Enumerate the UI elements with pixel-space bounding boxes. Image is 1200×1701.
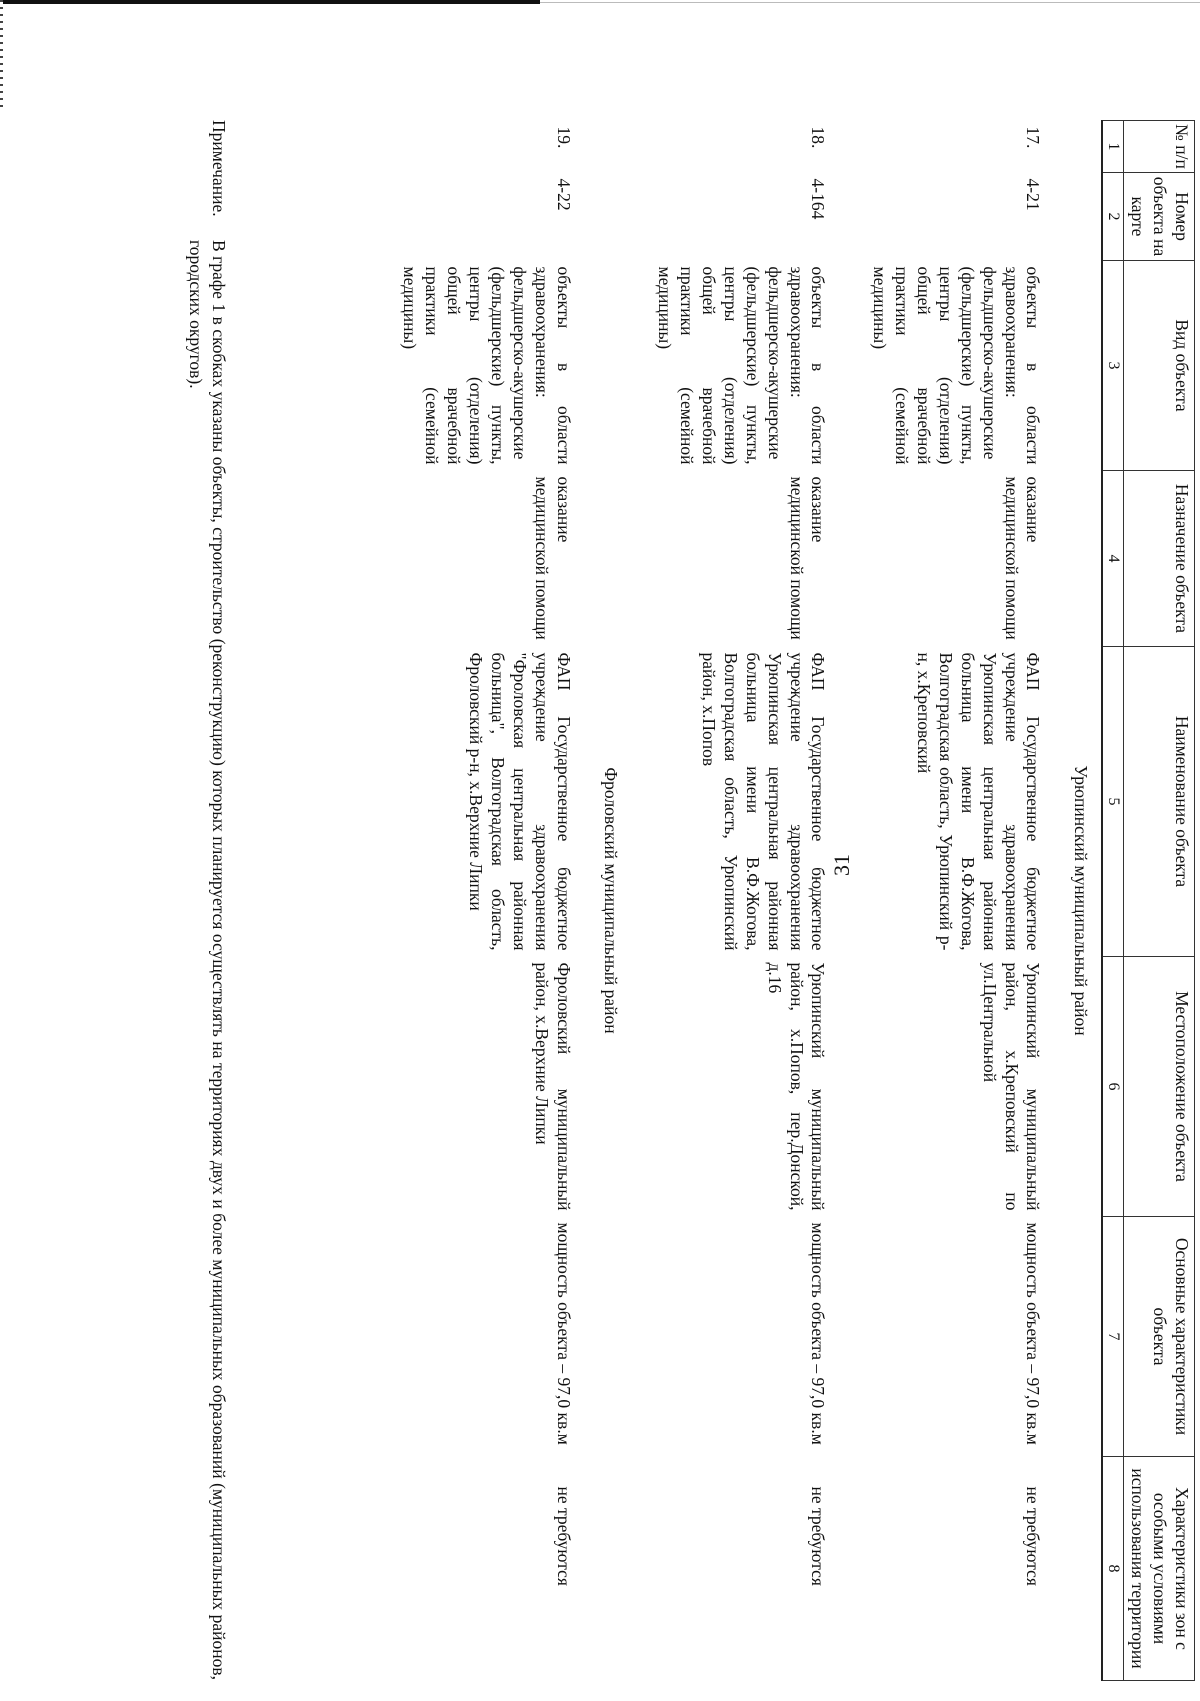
table-row (632, 121, 847, 1681)
header-zones: Характеристики зон с особыми условиями использования территории (1124, 1457, 1195, 1681)
row-purpose: оказание медицинской помощи (531, 476, 574, 640)
row-location: Урюпинский муниципальный район, х.Креповский по ул.Центральной (979, 962, 1044, 1211)
row-name: ФАП Государственное бюджетное учреждение здравоохранения Урюпинская центральная районная больница имени В.Ф.Жогова, Волгоградская область, Урюпинский район, х.Попов (699, 652, 829, 951)
rotated-page (125, 120, 1195, 1680)
row-num: 17. (1023, 126, 1044, 149)
row-num: 18. (808, 126, 829, 149)
column-number: 3 (1102, 261, 1124, 471)
document-page (125, 120, 1195, 1680)
row-zones-text: не требуются (1023, 1486, 1044, 1586)
section-row (1062, 121, 1103, 1681)
header-kind: Вид объекта (1124, 261, 1195, 471)
row-name: ФАП Государственное бюджетное учреждение здравоохранения Урюпинская центральная районная больница имени В.Ф.Жогова, Волгоградская область, Урюпинский р-н, х.Креповский (914, 652, 1044, 951)
footnote-text: В графе 1 в скобках указаны объекты, строительство (реконструкцию) которых планируется осуществлять на территориях двух и более муниципальных образований (муниципальных районов, городских округов). (186, 240, 229, 1680)
header-num: № п/п (1124, 121, 1195, 173)
column-number: 4 (1102, 471, 1124, 647)
page-number: 31 (829, 854, 854, 876)
row-characteristic: мощность объекта – 97,0 кв.м (1023, 1222, 1044, 1445)
row-map-number: 4-21 (1023, 178, 1044, 211)
row-kind: объекты в области здравоохранения: фельдшерско-акушерские (фельдшерские) пункты, центры (отделения) общей врачебной практики (семейной медицины) (870, 266, 1044, 465)
row-purpose: оказание медицинской помощи (1001, 476, 1044, 640)
section-title: Урюпинский муниципальный район (1071, 765, 1092, 1036)
row-name: ФАП Государственное бюджетное учреждение здравоохранения "Фроловская центральная районная больница", Волгоградская область, Фроловский р-н, х.Верхние Липки (466, 652, 574, 951)
scan-top-edge (0, 0, 540, 4)
column-number: 1 (1102, 121, 1124, 173)
row-zones-text: не требуются (553, 1486, 574, 1586)
column-number: 8 (1102, 1457, 1124, 1681)
row-zones (377, 1457, 592, 1681)
footnote-label: Примечание. (209, 120, 229, 217)
table-row (847, 121, 1062, 1681)
header-characteristics: Основные характеристики объекта (1124, 1217, 1195, 1457)
section-row (592, 121, 632, 1681)
column-number: 7 (1102, 1217, 1124, 1457)
row-num: 19. (553, 126, 574, 149)
row-location: Урюпинский муниципальный район, х.Попов, пер.Донской, д.16 (764, 962, 829, 1211)
header-location: Местоположение объекта (1124, 957, 1195, 1217)
header-map-number: Номер объекта на карте (1124, 173, 1195, 261)
row-kind: объекты в области здравоохранения: фельдшерско-акушерские (фельдшерские) пункты, центры (отделения) общей врачебной практики (семейной медицины) (655, 266, 829, 465)
section-title: Фроловский муниципальный район (601, 767, 622, 1034)
row-map-number: 4-164 (808, 178, 829, 220)
row-map-number: 4-22 (553, 178, 574, 211)
row-zones-text: не требуются (808, 1486, 829, 1586)
row-purpose: оказание медицинской помощи (786, 476, 829, 640)
column-number: 2 (1102, 173, 1124, 261)
column-number: 5 (1102, 647, 1124, 957)
objects-table (377, 120, 1195, 1681)
header-name: Наименование объекта (1124, 647, 1195, 957)
column-number-row (1102, 121, 1124, 1681)
table-row (377, 121, 592, 1681)
header-purpose: Назначение объекта (1124, 471, 1195, 647)
footnote (185, 120, 231, 1680)
row-zones (847, 1457, 1062, 1681)
column-number: 6 (1102, 957, 1124, 1217)
row-characteristic: мощность объекта – 97,0 кв.м (808, 1222, 829, 1445)
scan-left-marks (0, 0, 3, 110)
row-location: Фроловский муниципальный район, х.Верхние Липки (531, 962, 574, 1211)
header-row (1124, 121, 1195, 1681)
scan-top-edge-thin (540, 2, 1200, 3)
row-zones (632, 1457, 847, 1681)
row-characteristic: мощность объекта – 97,0 кв.м (553, 1222, 574, 1445)
row-kind: объекты в области здравоохранения: фельдшерско-акушерские (фельдшерские) пункты, центры (отделения) общей врачебной практики (семейной медицины) (400, 266, 574, 465)
